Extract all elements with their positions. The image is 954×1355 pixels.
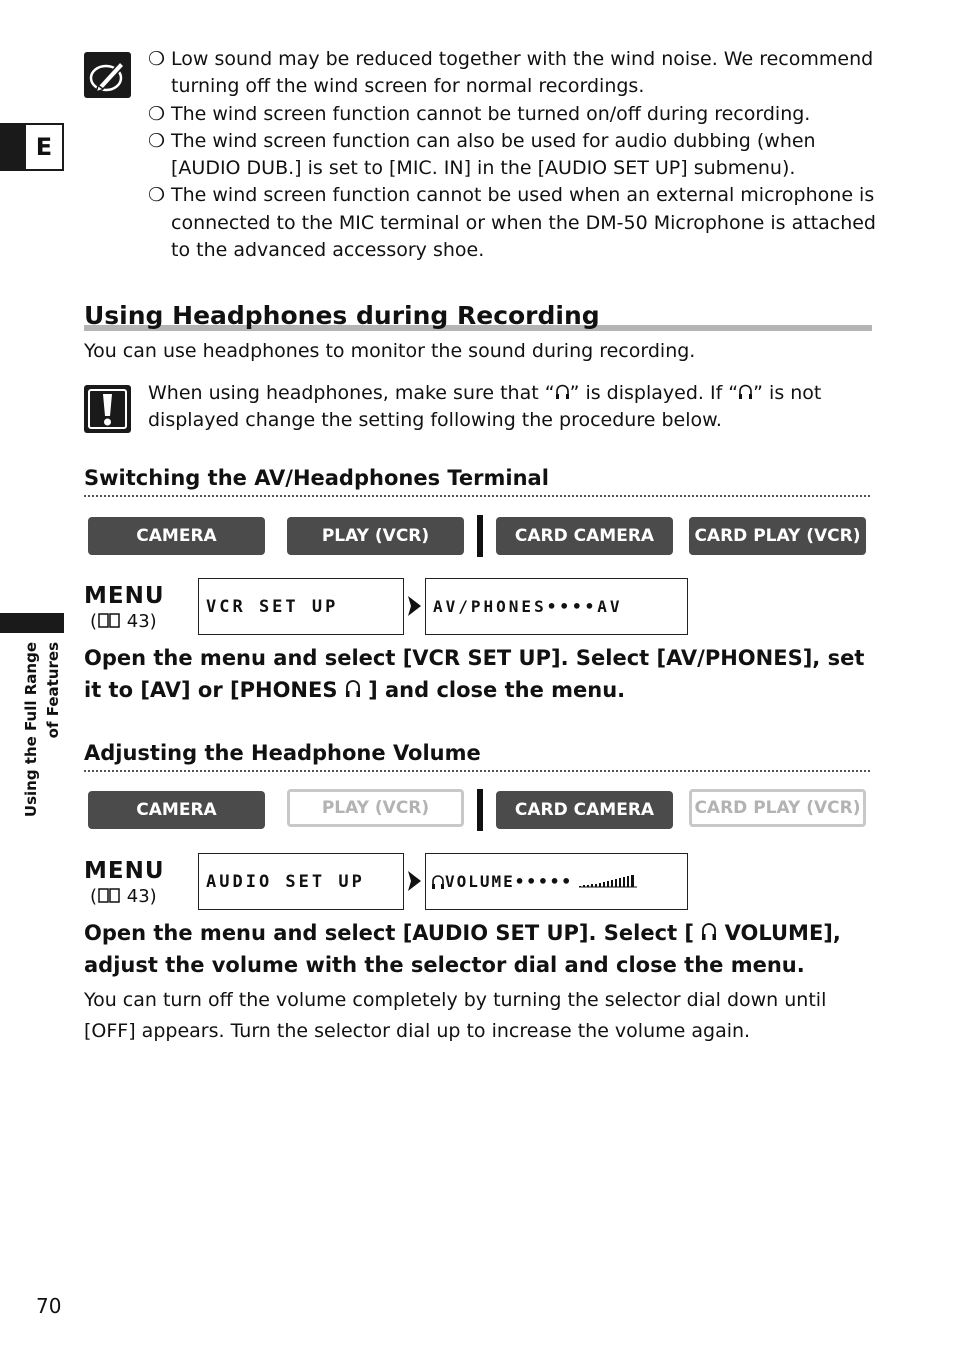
menu-page-ref: ( 43) — [90, 611, 157, 632]
book-icon — [97, 887, 121, 904]
menu-label: MENU — [84, 858, 165, 884]
mode-card-camera: CARD CAMERA — [496, 517, 673, 555]
divider — [84, 495, 870, 497]
headphones-icon — [701, 922, 717, 942]
menu-page-ref: ( 43) — [90, 886, 157, 907]
section-side-label — [20, 642, 68, 827]
headphones-icon — [555, 383, 570, 401]
exclamation-warning-icon — [84, 385, 131, 433]
switching-title: Switching the AV/Headphones Terminal — [84, 466, 549, 490]
warning-text: When using headphones, make sure that “ ” is displayed. If “ ” is not displayed change the setting following the procedure below. — [148, 382, 822, 431]
arrow-right-icon — [407, 871, 423, 891]
mode-camera: CAMERA — [88, 517, 265, 555]
section-intro: You can use headphones to monitor the sound during recording. — [84, 340, 696, 362]
list-item: ❍ The wind screen function cannot be used when an external microphone is connected to the MIC terminal or when the DM-50 Microphone is attached to the advanced accessory shoe. — [148, 184, 876, 262]
mode-separator — [477, 515, 483, 557]
language-tab — [0, 123, 64, 171]
mode-camera: CAMERA — [88, 791, 265, 829]
list-item: ❍ Low sound may be reduced together with the wind noise. We recommend turning off the wind screen for normal recordings. — [148, 48, 874, 98]
menu-label: MENU — [84, 583, 165, 609]
arrow-right-icon — [407, 596, 423, 616]
mode-card-play-vcr: CARD PLAY (VCR) — [689, 789, 866, 827]
mode-separator — [477, 789, 483, 831]
menu-item-box: AUDIO SET UP — [198, 853, 404, 910]
mode-play-vcr: PLAY (VCR) — [287, 517, 464, 555]
notes-list — [148, 46, 878, 264]
volume-instruction: Open the menu and select [AUDIO SET UP]. Select [ VOLUME], adjust the volume with the selector dial and close the menu. — [84, 921, 841, 977]
volume-title: Adjusting the Headphone Volume — [84, 741, 481, 765]
setting-text: VOLUME••••• — [445, 872, 573, 891]
mode-play-vcr: PLAY (VCR) — [287, 789, 464, 827]
section-side-label-line2: of Features — [44, 642, 62, 739]
section-side-label-line1: Using the Full Range — [22, 642, 40, 818]
headphones-icon — [431, 873, 445, 891]
book-icon — [97, 612, 121, 629]
volume-note: You can turn off the volume completely by turning the selector dial down until [OFF] appears. Turn the selector dial up to increase the volume again. — [84, 989, 827, 1042]
headphones-icon — [738, 383, 753, 401]
menu-item-box: VCR SET UP — [198, 578, 404, 635]
language-tab-letter: E — [26, 125, 62, 169]
list-item: ❍ The wind screen function cannot be turned on/off during recording. — [148, 102, 811, 125]
pencil-note-icon — [84, 52, 131, 98]
volume-level-bar-icon — [579, 875, 637, 889]
section-title: Using Headphones during Recording — [84, 301, 600, 330]
mode-card-play-vcr: CARD PLAY (VCR) — [689, 517, 866, 555]
headphones-icon — [345, 679, 361, 699]
setting-box — [425, 853, 688, 910]
setting-box: AV/PHONES••••AV — [425, 578, 688, 635]
divider — [84, 770, 870, 772]
list-item: ❍ The wind screen function can also be used for audio dubbing (when [AUDIO DUB.] is set to [MIC. IN] in the [AUDIO SET UP] submenu). — [148, 129, 816, 180]
switching-instruction: Open the menu and select [VCR SET UP]. Select [AV/PHONES], set it to [AV] or [PHONES ] and close the menu. — [84, 646, 865, 702]
page-number: 70 — [36, 1294, 62, 1318]
section-marker-bar — [0, 613, 64, 633]
mode-card-camera: CARD CAMERA — [496, 791, 673, 829]
